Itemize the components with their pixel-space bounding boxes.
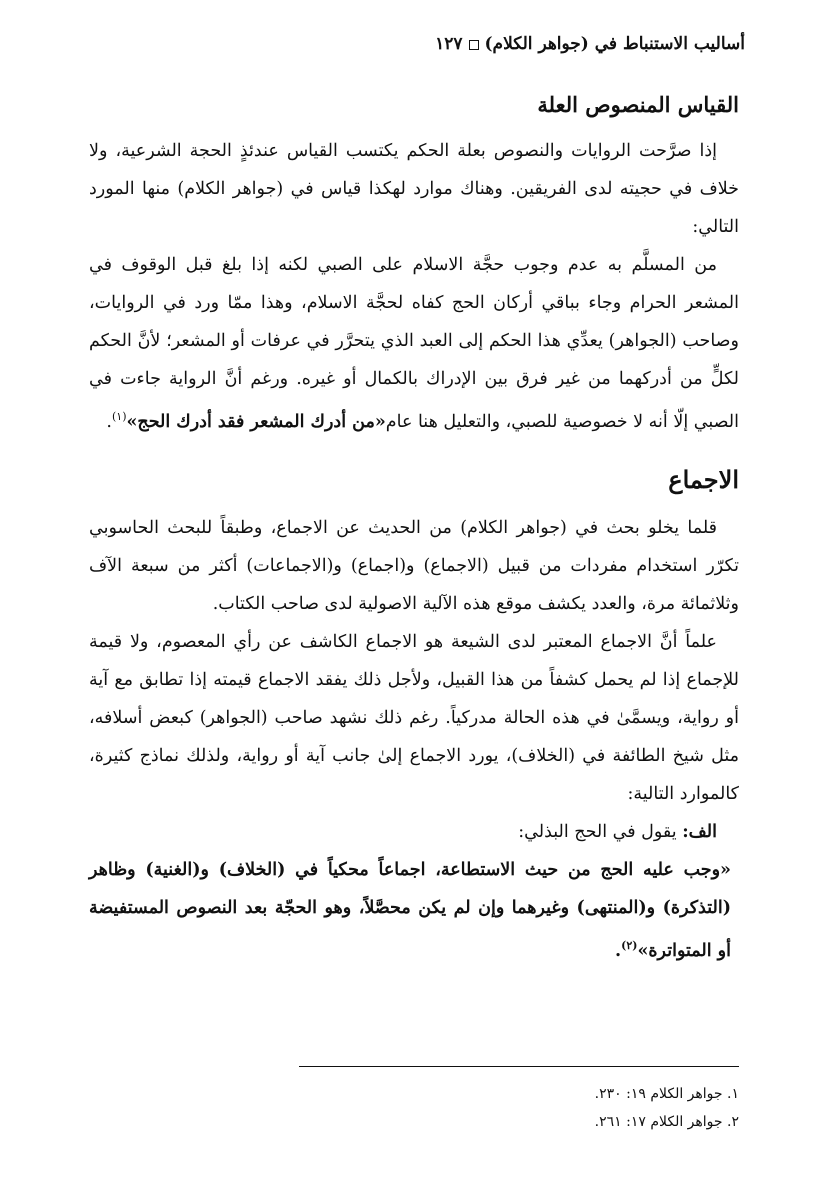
sub-item-text: يقول في الحج البذلي: xyxy=(518,821,677,842)
sub-item xyxy=(89,813,739,851)
footnote-1: ١. جواهر الكلام ١٩: ٢٣٠. xyxy=(594,1086,739,1102)
block-quote xyxy=(89,851,739,970)
period: . xyxy=(106,411,112,432)
footnote-ref-2: (٢) xyxy=(621,938,638,952)
hadith-quote: «من أدرك المشعر فقد أدرك الحج» xyxy=(126,411,386,432)
page-number: ١٢٧ xyxy=(435,34,463,54)
paragraph: قلما يخلو بحث في (جواهر الكلام) من الحديث عن الاجماع، وطبقاً للبحث الحاسوبي تكرّر استخدام مفردات من قبيل (الاجماع) و(اجماع) و(الاجماعات) أكثر من سبعة الآف وثلاثمائة مرة، والعدد يكشف موقع هذه الآلية الاصولية لدى صاحب الكتاب. xyxy=(89,517,739,614)
running-head xyxy=(85,34,745,54)
footnote-ref-1: (١) xyxy=(111,410,127,423)
sub-item-label: الف: xyxy=(682,821,717,842)
square-ornament-icon xyxy=(469,40,479,50)
footnotes xyxy=(89,1080,739,1136)
period: . xyxy=(615,940,622,961)
paragraph: علماً أنَّ الاجماع المعتبر لدى الشيعة هو الاجماع الكاشف عن رأي المعصوم، ولا قيمة للإجماع إذا لم يحمل كشفاً من هذا القبيل، ولأجل ذلك يفقد الاجماع قيمته إذا تطابق مع آية أو رواية، ويسمَّىٰ في هذه الحالة مدركياً. رغم ذلك نشهد صاحب (الجواهر) كبعض أسلافه، مثل شيخ الطائفة في (الخلاف)، يورد الاجماع إلىٰ جانب آية أو رواية، ولذلك نماذج كثيرة، كالموارد التالية: xyxy=(89,631,739,804)
footnote-divider xyxy=(299,1066,739,1067)
block-quote-text: «وجب عليه الحج من حيث الاستطاعة، اجماعاً محكياً في (الخلاف) و(الغنية) وظاهر (التذكرة) و(المنتهى) وغيرهما وإن لم يكن محصَّلاً، وهو الحجّة بعد النصوص المستفيضة أو المتواترة» xyxy=(89,859,731,961)
paragraph-text: من المسلَّم به عدم وجوب حجَّة الاسلام على الصبي لكنه إذا بلغ قبل الوقوف في المشعر الحرام وجاء بباقي أركان الحج كفاه لحجَّة الاسلام، وهذا ممّا ورد في الروايات، وصاحب (الجواهر) يعدِّي هذا الحكم إلى العبد الذي يتحرَّر في عرفات أو المشعر؛ لأنَّ الحكم لكلٍّ من أدركهما من غير فرق بين الإدراك بالكمال أو غيره. ورغم أنَّ الرواية جاءت في الصبي إلّا أنه لا خصوصية للصبي، والتعليل هنا عام xyxy=(89,255,739,432)
main-content xyxy=(89,88,739,970)
paragraph xyxy=(89,246,739,441)
footnote-2: ٢. جواهر الكلام ١٧: ٢٦١. xyxy=(594,1114,739,1130)
paragraph: إذا صرَّحت الروايات والنصوص بعلة الحكم يكتسب القياس عندئذٍ الحجة الشرعية، ولا خلاف في حجيته لدى الفريقين. وهناك موارد لهكذا قياس في (جواهر الكلام) منها المورد التالي: xyxy=(89,141,739,237)
section-heading-qiyas: القياس المنصوص العلة xyxy=(537,92,739,117)
running-head-title: أساليب الاستنباط في (جواهر الكلام) xyxy=(484,34,745,54)
section-heading-ijma: الاجماع xyxy=(668,464,739,494)
